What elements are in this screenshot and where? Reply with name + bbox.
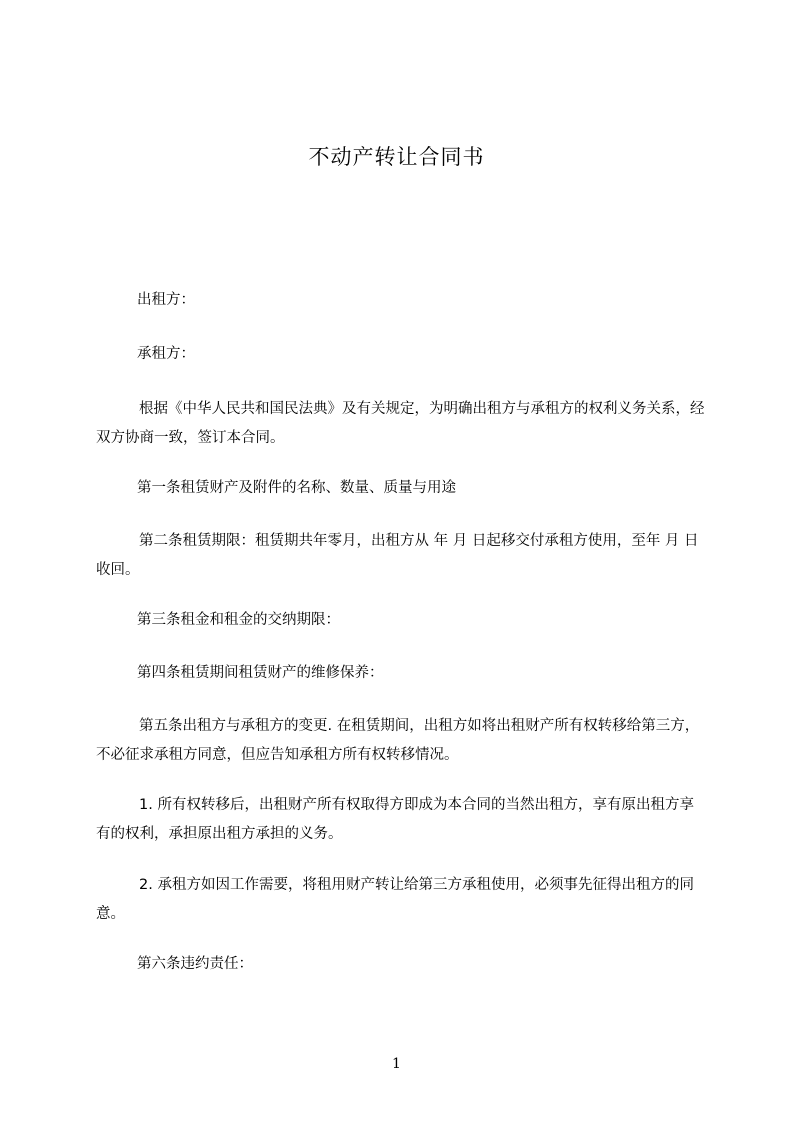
article-4: 第四条租赁期间租赁财产的维修保养： (137, 665, 384, 681)
article-1: 第一条租赁财产及附件的名称、数量、质量与用途 (137, 480, 456, 496)
document-title: 不动产转让合同书 (308, 145, 485, 169)
preamble-paragraph: 根据《中华人民共和国民法典》及有关规定，为明确出租方与承租方的权利义务关系，经双方协商一致，签订本合同。 (96, 401, 705, 446)
article-2: 第二条租赁期限：租赁期共年零月，出租方从 年 月 日起移交付承租方使用，至年 月 日收回。 (96, 533, 699, 578)
lessor-line: 出租方： (137, 292, 195, 308)
page-number: 1 (392, 1056, 401, 1072)
article-5-item-1: 1. 所有权转移后，出租财产所有权取得方即成为本合同的当然出租方，享有原出租方享有的权利，承担原出租方承担的义务。 (96, 797, 694, 842)
article-6: 第六条违约责任： (137, 956, 253, 972)
article-5: 第五条出租方与承租方的变更. 在租赁期间，出租方如将出租财产所有权转移给第三方，不必征求承租方同意，但应告知承租方所有权转移情况。 (96, 718, 700, 763)
article-3: 第三条租金和租金的交纳期限： (137, 612, 340, 628)
article-5-item-2: 2. 承租方如因工作需要，将租用财产转让给第三方承租使用，必须事先征得出租方的同意。 (96, 877, 694, 922)
lessee-line: 承租方： (137, 346, 195, 362)
